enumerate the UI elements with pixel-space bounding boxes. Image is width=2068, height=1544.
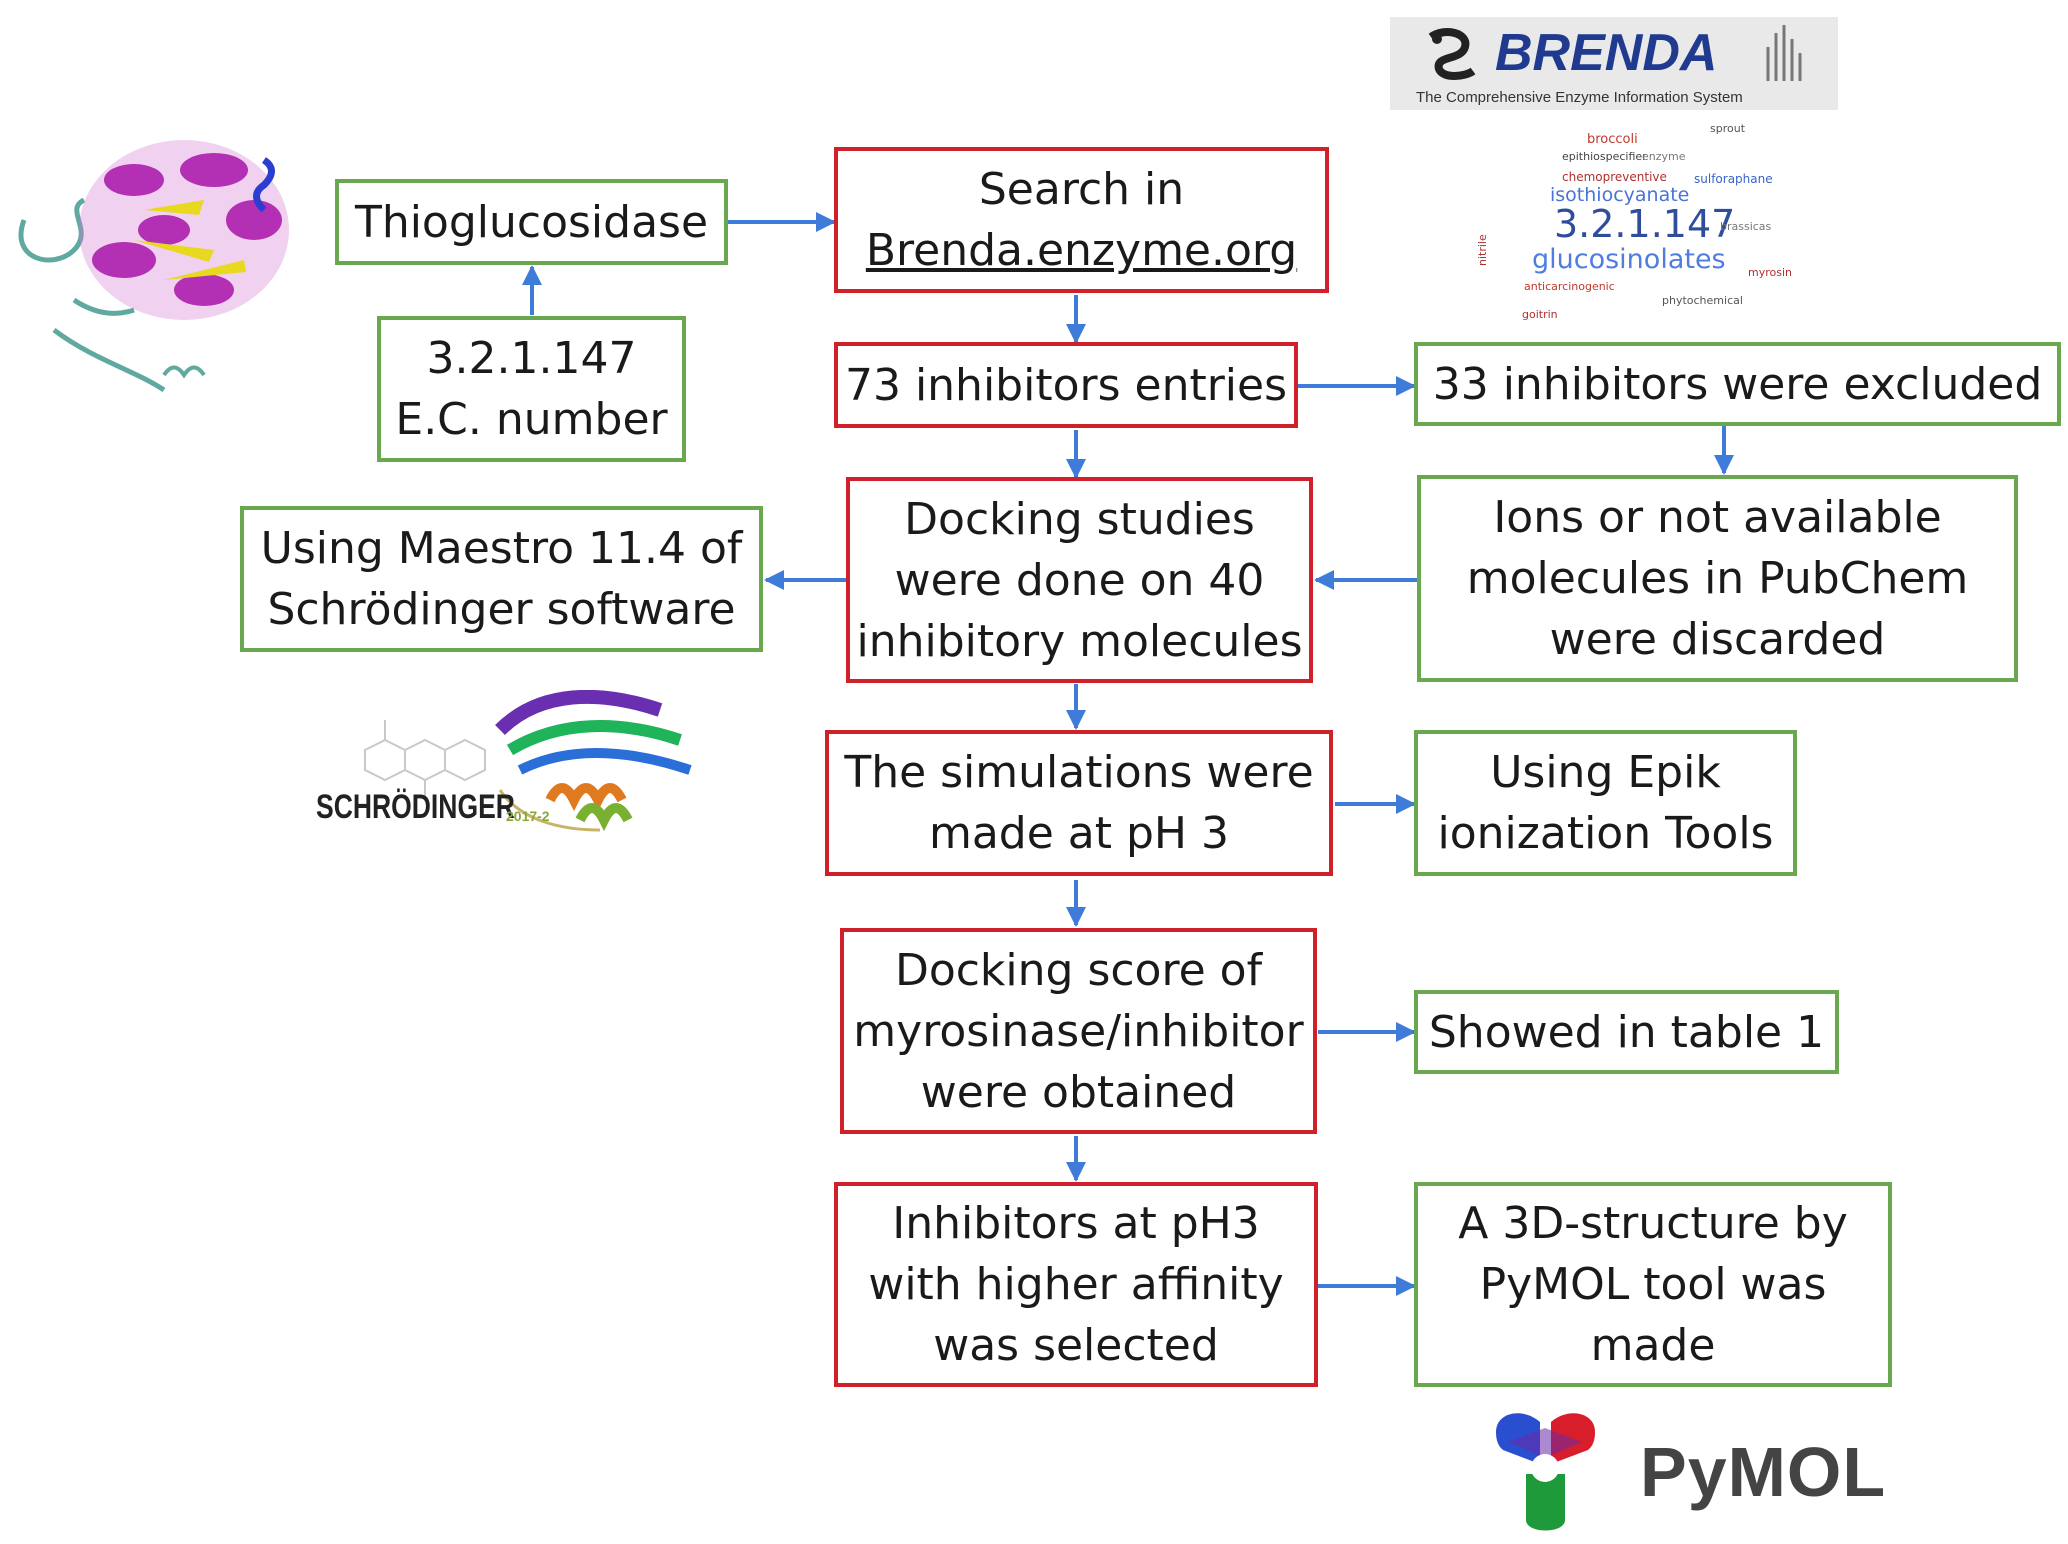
docking-studies-line-2: were done on 40 <box>894 554 1265 606</box>
molecule-wireframe-icon <box>345 710 495 800</box>
simulations-box <box>825 730 1333 876</box>
discarded-box <box>1417 475 2018 682</box>
brenda-enzyme-icon <box>1425 27 1481 83</box>
excluded-line-1: 33 inhibitors were excluded <box>1432 358 2043 410</box>
docking-score-box <box>840 928 1317 1134</box>
pymol-structure-line-2: PyMOL tool was <box>1479 1259 1827 1310</box>
protein-structure-icon <box>14 100 324 400</box>
table-line-1: Showed in table 1 <box>1428 1006 1825 1058</box>
building-icon <box>1760 23 1805 83</box>
table-box <box>1414 990 1839 1074</box>
epik-box <box>1414 730 1797 876</box>
schrodinger-version: 2017-2 <box>506 808 550 824</box>
wordcloud-word: nitrile <box>1476 234 1489 266</box>
simulations-line-1: The simulations were <box>844 747 1314 798</box>
wordcloud-word: broccoli <box>1587 132 1638 147</box>
discarded-line-2: molecules in PubChem <box>1466 553 1969 604</box>
maestro-box <box>240 506 763 652</box>
thioglucosidase-line-1: Thioglucosidase <box>354 196 709 248</box>
wordcloud-word: sprout <box>1710 122 1746 135</box>
search-line-1: Search in <box>978 164 1185 215</box>
wordcloud-word: brassicas <box>1720 220 1772 233</box>
wordcloud-secondary: glucosinolates <box>1532 244 1726 275</box>
discarded-line-3: were discarded <box>1549 614 1886 665</box>
wordcloud-word: sulforaphane <box>1694 172 1773 186</box>
docking-studies-line-3: inhibitory molecules <box>856 615 1303 667</box>
entries-line-1: 73 inhibitors entries <box>844 359 1288 411</box>
brenda-tagline: The Comprehensive Enzyme Information System <box>1416 89 1743 106</box>
wordcloud-third: isothiocyanate <box>1550 184 1690 206</box>
wordcloud-word: enzyme <box>1642 150 1686 163</box>
schrodinger-logo <box>310 690 710 850</box>
maestro-line-1: Using Maestro 11.4 of <box>260 523 743 574</box>
selected-line-1: Inhibitors at pH3 <box>892 1198 1260 1249</box>
selected-line-2: with higher affinity <box>868 1259 1284 1310</box>
excluded-box <box>1414 342 2061 426</box>
ec-number-box <box>377 316 686 462</box>
docking-studies-box <box>846 477 1313 683</box>
docking-score-line-3: were obtained <box>920 1066 1237 1118</box>
wordcloud-word: epithiospecifier <box>1562 150 1647 163</box>
docking-score-line-2: myrosinase/inhibitor <box>853 1005 1304 1057</box>
selected-line-3: was selected <box>933 1320 1219 1371</box>
discarded-line-1: Ions or not available <box>1493 492 1942 543</box>
simulations-line-2: made at pH 3 <box>928 808 1229 859</box>
thioglucosidase-box <box>335 179 728 265</box>
wordcloud-word: anticarcinogenic <box>1524 280 1615 293</box>
maestro-line-2: Schrödinger software <box>267 584 736 635</box>
epik-line-1: Using Epik <box>1490 747 1721 798</box>
search-box <box>834 147 1329 293</box>
wordcloud-word: chemopreventive <box>1562 170 1667 184</box>
wordcloud-word: myrosin <box>1748 266 1792 279</box>
brenda-name: BRENDA <box>1495 24 1718 82</box>
entries-box <box>834 342 1298 428</box>
wordcloud-word: goitrin <box>1522 308 1558 321</box>
pymol-structure-line-3: made <box>1590 1320 1716 1371</box>
pymol-logo <box>1478 1402 1887 1537</box>
ec-number-line-1: 3.2.1.147 <box>426 333 637 384</box>
selected-box <box>834 1182 1318 1387</box>
ec-number-line-2: E.C. number <box>395 394 668 445</box>
epik-line-2: ionization Tools <box>1437 808 1774 859</box>
pymol-logo-icon <box>1478 1402 1613 1537</box>
pymol-structure-box <box>1414 1182 1892 1387</box>
schrodinger-name: SCHRÖDINGER <box>316 788 515 826</box>
pymol-name: PyMOL <box>1640 1433 1887 1511</box>
wordcloud-word: phytochemical <box>1662 294 1743 307</box>
pymol-structure-line-1: A 3D-structure by <box>1458 1198 1848 1249</box>
brenda-link: Brenda.enzyme.org <box>865 225 1298 276</box>
brenda-logo <box>1390 17 1838 110</box>
docking-studies-line-1: Docking studies <box>904 493 1255 545</box>
wordcloud-main: 3.2.1.147 <box>1554 202 1736 246</box>
docking-score-line-1: Docking score of <box>894 944 1263 996</box>
enzyme-word-cloud <box>1462 116 1792 326</box>
